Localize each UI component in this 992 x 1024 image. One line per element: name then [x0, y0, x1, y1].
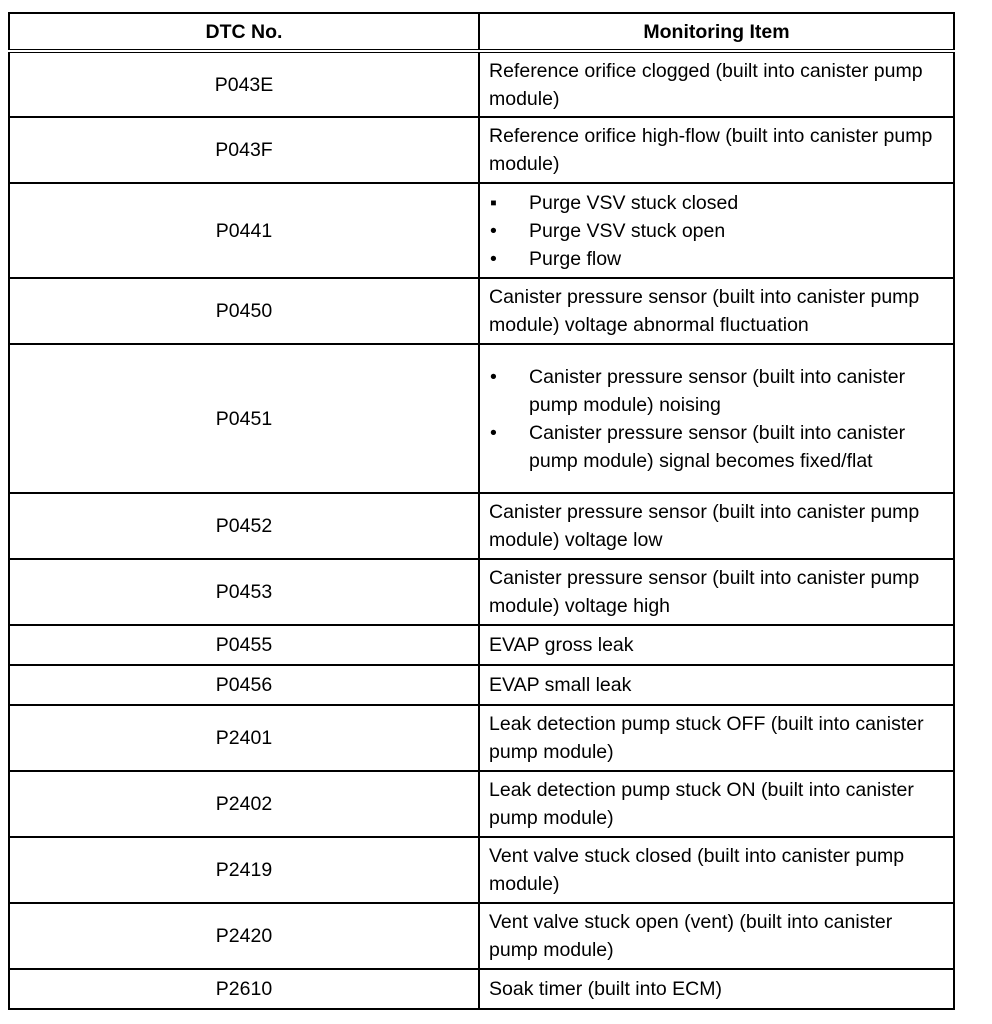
monitoring-item: Vent valve stuck closed (built into canister pump module) — [479, 837, 954, 903]
bullet-list — [489, 189, 945, 273]
table-row — [9, 278, 954, 344]
table-row — [9, 625, 954, 665]
header-monitoring-item: Monitoring Item — [479, 13, 954, 51]
dtc-code: P043E — [9, 51, 479, 117]
dtc-code: P0450 — [9, 278, 479, 344]
bullet-text: Canister pressure sensor (built into canister pump module) signal becomes fixed/flat — [529, 421, 906, 472]
monitoring-item: Canister pressure sensor (built into canister pump module) voltage low — [479, 493, 954, 559]
dtc-code: P043F — [9, 117, 479, 183]
dtc-code: P0452 — [9, 493, 479, 559]
dtc-code: P0451 — [9, 344, 479, 493]
monitoring-item: Canister pressure sensor (built into canister pump module) voltage high — [479, 559, 954, 625]
list-item — [489, 363, 945, 419]
table-row — [9, 493, 954, 559]
table-row — [9, 837, 954, 903]
monitoring-item: Canister pressure sensor (built into canister pump module) voltage abnormal fluctuation — [479, 278, 954, 344]
header-row — [9, 13, 954, 51]
bullet-mark: • — [490, 365, 497, 388]
dtc-code: P2401 — [9, 705, 479, 771]
bullet-text: Purge VSV stuck closed — [529, 191, 739, 214]
list-item — [489, 245, 945, 273]
table-row — [9, 51, 954, 117]
monitoring-item — [479, 344, 954, 493]
dtc-code: P0441 — [9, 183, 479, 278]
monitoring-item — [479, 183, 954, 278]
table-row — [9, 665, 954, 705]
table-row — [9, 183, 954, 278]
bullet-mark: • — [490, 219, 497, 242]
dtc-code: P2402 — [9, 771, 479, 837]
bullet-list — [489, 363, 945, 475]
dtc-code: P0456 — [9, 665, 479, 705]
monitoring-item: Reference orifice high-flow (built into canister pump module) — [479, 117, 954, 183]
monitoring-item: Leak detection pump stuck OFF (built into canister pump module) — [479, 705, 954, 771]
bullet-text: Canister pressure sensor (built into canister pump module) noising — [529, 365, 906, 416]
dtc-code: P2420 — [9, 903, 479, 969]
monitoring-item: Soak timer (built into ECM) — [479, 969, 954, 1009]
table-row — [9, 903, 954, 969]
monitoring-item: Vent valve stuck open (vent) (built into canister pump module) — [479, 903, 954, 969]
bullet-text: Purge flow — [529, 247, 622, 270]
monitoring-item: Leak detection pump stuck ON (built into canister pump module) — [479, 771, 954, 837]
table-row — [9, 559, 954, 625]
monitoring-item: EVAP small leak — [479, 665, 954, 705]
bullet-mark: • — [490, 247, 497, 270]
bullet-mark: ▪ — [490, 191, 497, 214]
list-item — [489, 217, 945, 245]
dtc-code: P2610 — [9, 969, 479, 1009]
table-row — [9, 344, 954, 493]
bullet-text: Purge VSV stuck open — [529, 219, 726, 242]
list-item — [489, 419, 945, 475]
dtc-table — [8, 12, 955, 1010]
table-row — [9, 705, 954, 771]
dtc-code: P2419 — [9, 837, 479, 903]
dtc-code: P0455 — [9, 625, 479, 665]
bullet-mark: • — [490, 421, 497, 444]
monitoring-item: EVAP gross leak — [479, 625, 954, 665]
monitoring-item: Reference orifice clogged (built into canister pump module) — [479, 51, 954, 117]
table-row — [9, 771, 954, 837]
dtc-code: P0453 — [9, 559, 479, 625]
header-dtc-no: DTC No. — [9, 13, 479, 51]
table-row — [9, 117, 954, 183]
table-row — [9, 969, 954, 1009]
list-item — [489, 189, 945, 217]
